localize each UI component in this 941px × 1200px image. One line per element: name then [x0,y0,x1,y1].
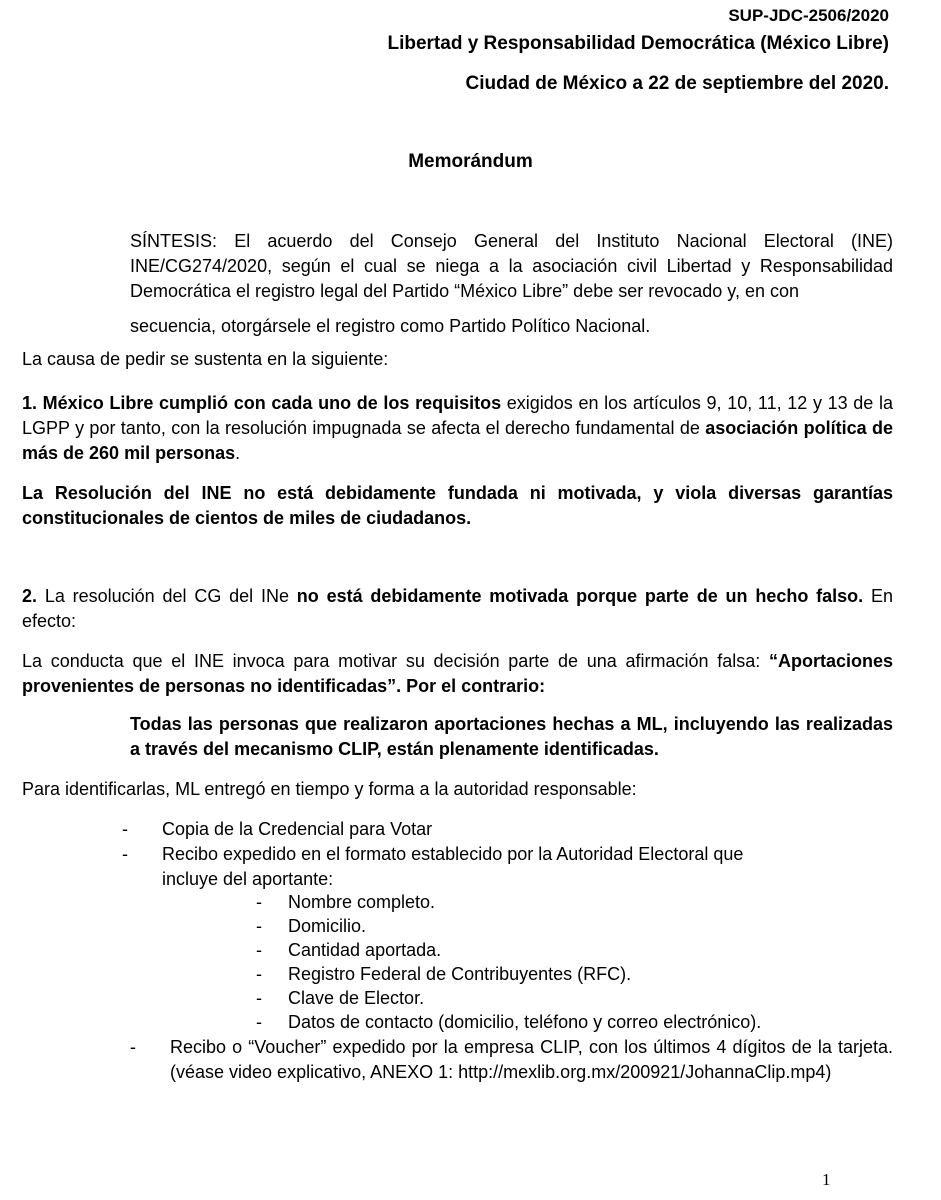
list-item-text: Copia de la Credencial para Votar [162,819,433,839]
sub-list-item-text: Datos de contacto (domicilio, teléfono y correo electrónico). [288,1012,762,1032]
point-2-bold-b: no está debidamente motivada porque parte de un hecho falso. [296,586,864,606]
sub-list-item-text: Registro Federal de Contribuyentes (RFC). [288,964,632,984]
page-number: 1 [822,1170,831,1189]
point-1-text-b: . [235,443,241,463]
list-dash: - [256,1012,262,1032]
case-number: SUP-JDC-2506/2020 [728,6,889,25]
document-title-text: Memorándum [408,151,533,172]
point-2-bold-a: 2. [22,586,38,606]
list-dash: - [256,940,262,960]
list-dash: - [256,988,262,1008]
list-item-text: incluye del aportante: [162,869,334,889]
conduct-paragraph [22,649,893,699]
conduct-bold: “Aportaciones provenientes de personas no identificadas”. Por el contrario: [22,651,893,696]
list-dash: - [256,892,262,912]
point-1-bold-a: 1. México Libre cumplió con cada uno de los requisitos [22,393,502,413]
point-2-text-b: En efecto: [22,586,893,631]
conduct-text: La conducta que el INE invoca para motivar su decisión parte de una afirmación falsa: [22,651,769,671]
sub-list-item-text: Nombre completo. [288,892,436,912]
list-dash: - [122,844,128,864]
point-1-bold-b: asociación política de más de 260 mil personas [22,418,893,463]
party-name: Libertad y Responsabilidad Democrática (México Libre) [387,33,889,54]
intro-paragraph: La causa de pedir se sustenta en la siguiente: [22,349,389,369]
list-dash: - [256,964,262,984]
place-date: Ciudad de México a 22 de septiembre del 2020. [465,73,889,94]
point-2-text-a: La resolución del CG del INe [37,586,297,606]
sub-list-item-text: Cantidad aportada. [288,940,442,960]
synthesis-continuation: secuencia, otorgársele el registro como Partido Político Nacional. [130,316,651,336]
identify-paragraph: Para identificarlas, ML entregó en tiempo y forma a la autoridad responsable: [22,779,637,799]
synthesis-paragraph: SÍNTESIS: El acuerdo del Consejo General del Instituto Nacional Electoral (INE) INE/CG274/2020, según el cual se niega a la asociación civil Libertad y Responsabilidad Democrática el registro legal del Partido “México Libre” debe ser revocado y, en con [130,231,893,301]
list-dash: - [122,819,128,839]
list-dash: - [256,916,262,936]
list-item-text: Recibo expedido en el formato establecido por la Autoridad Electoral que [162,844,744,864]
highlight-paragraph: Todas las personas que realizaron aportaciones hechas a ML, incluyendo las realizadas a través del mecanismo CLIP, están plenamente identificadas. [130,714,893,759]
sub-list-item-text: Domicilio. [288,916,367,936]
point-2-paragraph [22,584,893,634]
sub-list-item-text: Clave de Elector. [288,988,425,1008]
list-dash: - [130,1037,136,1057]
point-1-text-a: exigidos en los artículos 9, 10, 11, 12 y 13 de la LGPP y por tanto, con la resolución impugnada se afecta el derecho fundamental de [22,393,893,438]
point-1-paragraph [22,391,893,466]
point-1-bold-paragraph: La Resolución del INE no está debidamente fundada ni motivada, y viola diversas garantías constitucionales de cientos de miles de ciudadanos. [22,483,893,528]
document-title [0,151,941,173]
list-item-text: Recibo o “Voucher” expedido por la empresa CLIP, con los últimos 4 dígitos de la tarjeta. (véase video explicativo, ANEXO 1: http://mexlib.org.mx/200921/JohannaClip.mp4) [170,1037,893,1082]
